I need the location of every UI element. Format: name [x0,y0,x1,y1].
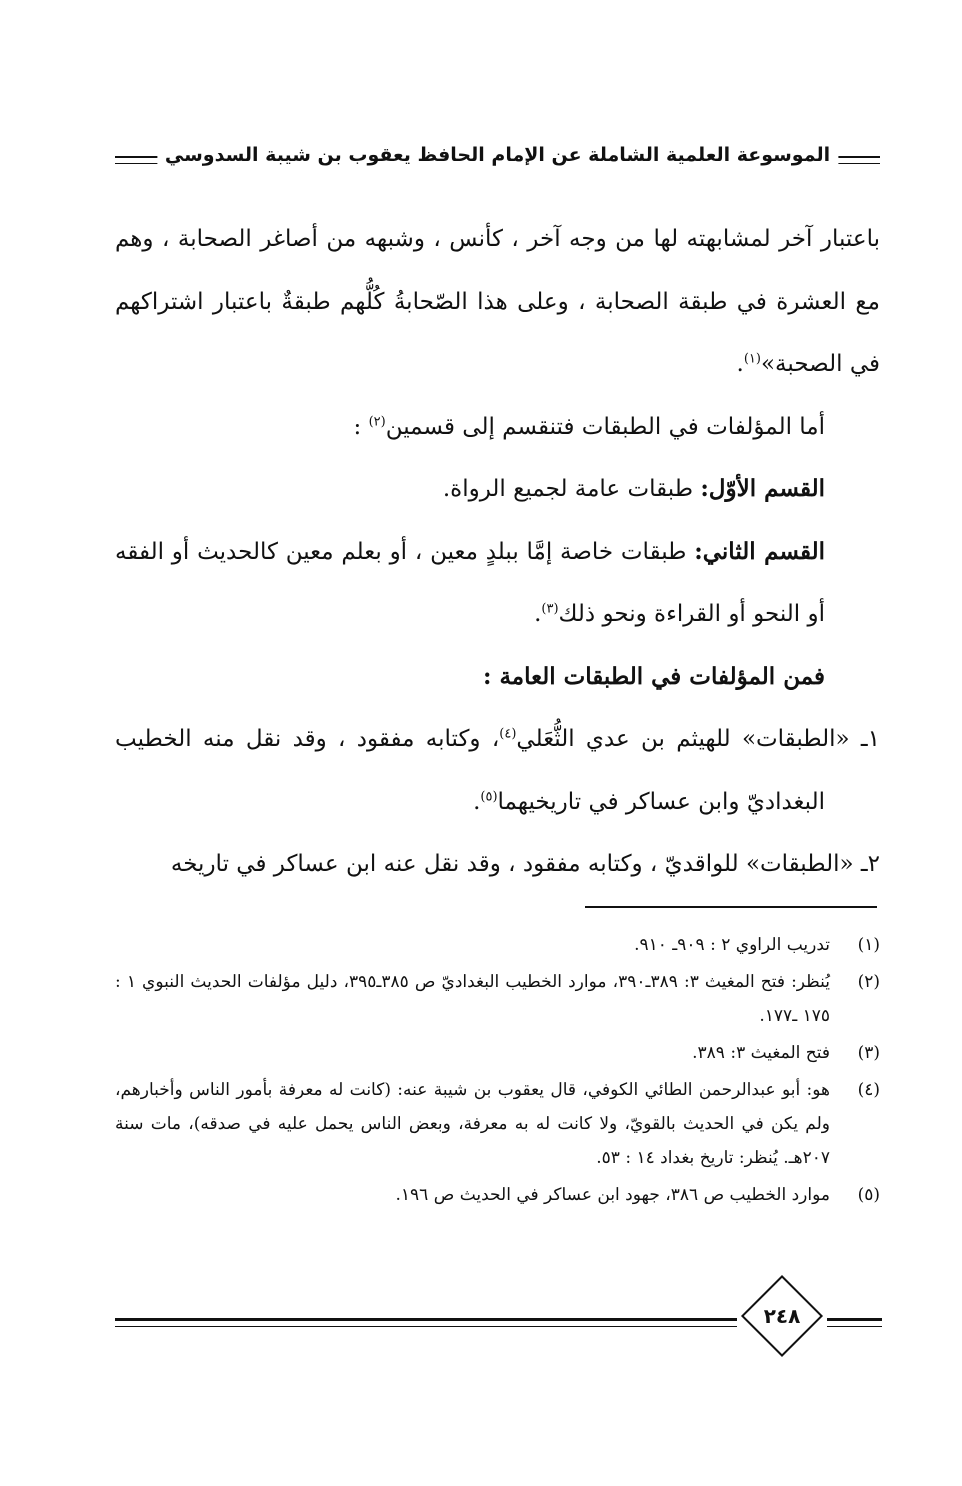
main-text [115,208,880,896]
section-two-label: القسم الثاني: [694,537,825,565]
footnote [115,965,880,1033]
footnote-ref-4: (٤) [499,726,517,742]
footnote-ref-3: (٣) [541,601,559,617]
section-one-text: طبقات عامة لجميع الرواة. [442,476,701,502]
footnotes [115,928,880,1215]
header-title: الموسوعة العلمية الشاملة عن الإمام الحافظ يعقوب بن شيبة السدوسي [157,144,838,166]
footnote-separator [585,906,877,908]
running-header [115,140,880,180]
footnote-text: فتح المغيث ٣: ٣٨٩. [692,1043,830,1063]
paragraph-1-end: . [736,351,744,377]
paragraph-2-text: أما المؤلفات في الطبقات فتنقسم إلى قسمين [385,413,825,440]
section-two-text: طبقات خاصة إمَّا ببلدٍ معين ، أو بعلم معين كالحديث أو الفقه أو النحو أو القراءة ونحو ذلك [115,538,825,627]
list-heading: فمن المؤلفات في الطبقات العامة : [482,662,825,690]
paragraph-1 [115,208,880,396]
footnote [115,1036,880,1070]
paragraph-2 [115,396,880,459]
paragraph-2-end: : [353,413,369,440]
paragraph-1-text: باعتبار آخر لمشابهته لها من وجه آخر ، كأنس ، وشبهه من أصاغر الصحابة ، وهم مع العشرة في طبقة الصحابة ، وعلى هذا الصّحابةُ كُلُّهم طبقةٌ باعتبار اشتراكهم في الصحبة» [115,226,880,377]
paragraph-4-end: . [534,601,542,627]
list-item-2: ٢ـ «الطبقات» للواقديّ ، وكتابه مفقود ، وقد نقل عنه ابن عساكر في تاريخه [170,851,880,877]
section-one-label: القسم الأوّل: [700,475,825,502]
footnote-text: هو: أبو عبدالرحمن الطائي الكوفي، قال يعقوب بن شيبة عنه: (كانت له معرفة بأمور الناس وأخبارهم، ولم يكن في الحديث بالقويّ، ولا كانت له به معرفة، وبعض الناس يحمل عليه في صدقه)، مات سنة ٢٠٧هـ. يُنظر: تاريخ بغداد ١٤ : ٥٣. [115,1080,831,1168]
footnote-number: (٢) [857,972,880,992]
list-item-1-text: ١ـ «الطبقات» للهيثم بن عدي الثُّعَلي [516,726,880,752]
footnote [115,1178,880,1212]
paragraph-3 [115,458,880,521]
footnote-text: موارد الخطيب ص ٣٨٦، جهود ابن عساكر في الحديث ص ١٩٦. [395,1185,830,1205]
footnote-ref-5: (٥) [480,788,498,804]
footnote-number: (٣) [857,1043,880,1063]
footnote-text: يُنظر: فتح المغيث ٣: ٣٨٩ـ٣٩٠، موارد الخطيب البغداديّ ص ٣٨٥ـ٣٩٥، دليل مؤلفات الحديث النبوي ١ : ١٧٥ ـ١٧٧. [115,972,830,1026]
paragraph-4 [115,521,880,646]
list-item-1-continuation: ، وكتابه مفقود ، وقد نقل منه الخطيب البغداديّ وابن عساكر في تاريخيهما [115,726,825,815]
footnote-text: تدريب الراوي ٢ : ٩٠٩ـ ٩١٠. [634,935,830,955]
footnote [115,928,880,962]
bottom-rule-right [827,1318,882,1327]
footnote-ref-2: (٢) [368,413,386,429]
bottom-rule-left [115,1318,737,1327]
list-item-1 [115,708,880,833]
footnote-number: (١) [857,935,880,955]
page-number: ٢٤٨ [763,1304,801,1328]
footnote-number: (٥) [857,1185,880,1205]
footnote-ref-1: (١) [743,351,761,367]
footnote-number: (٤) [857,1080,880,1100]
list-item-1-end: . [473,788,481,815]
footnote [115,1073,880,1175]
